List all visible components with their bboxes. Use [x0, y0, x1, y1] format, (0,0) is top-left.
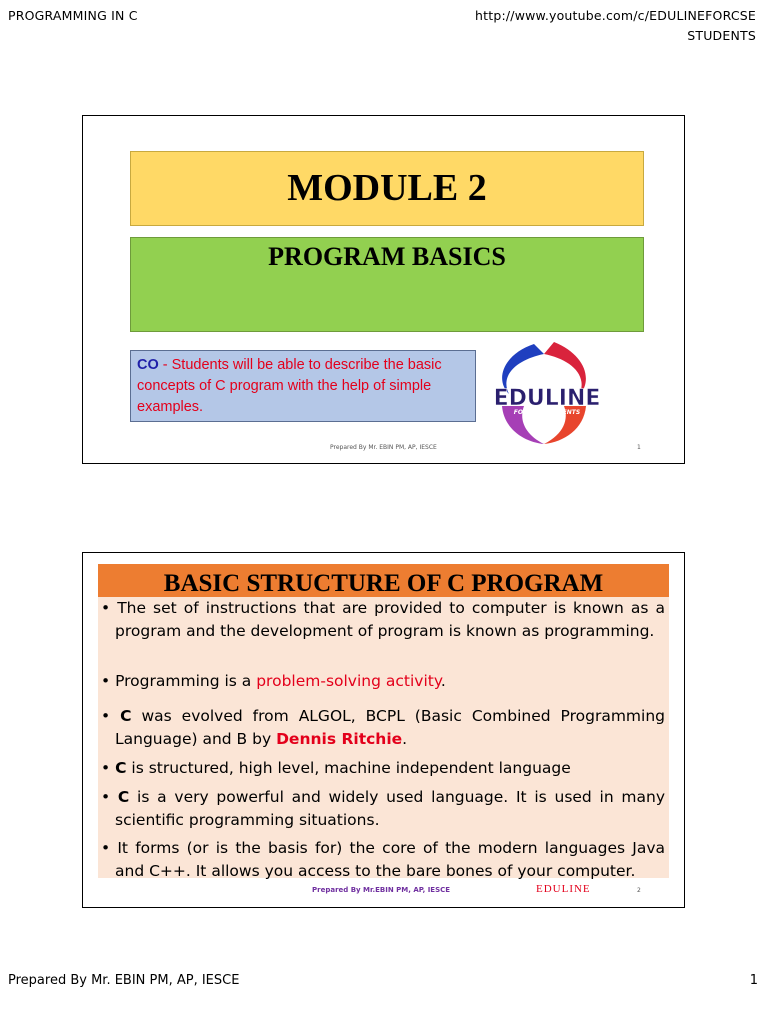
footer-credit: Prepared By Mr. EBIN PM, AP, IESCE	[8, 973, 240, 988]
bullet-6: • It forms (or is the basis for) the core of the modern languages Java and C++. It allows you access to the bare bones of your computer.	[101, 839, 665, 880]
program-basics-title: PROGRAM BASICS	[268, 242, 506, 271]
slide-2	[82, 552, 685, 908]
bullet-4: • C is structured, high level, machine independent language	[101, 759, 571, 777]
bullet-2-highlight: problem-solving activity	[256, 672, 441, 690]
bullet-5-text: is a very powerful and widely used language. It is used in many scientific programming situations.	[115, 788, 665, 829]
course-outcome-box	[130, 350, 476, 422]
slide1-page: 1	[637, 444, 641, 451]
logo-text: EDULINE	[493, 386, 601, 411]
slide2-title: BASIC STRUCTURE OF C PROGRAM	[98, 564, 669, 597]
slide1-credit: Prepared By Mr. EBIN PM, AP, IESCE	[330, 444, 437, 451]
bullet-1: • The set of instructions that are provided to computer is known as a program and the development of program is known as programming.	[101, 599, 665, 640]
slide2-credit: Prepared By Mr.EBIN PM, AP, IESCE	[312, 886, 451, 894]
slide2-body	[98, 597, 669, 878]
bullet-4-c: C	[115, 759, 127, 777]
logo-tagline: FOR CSE STUDENTS	[513, 409, 581, 416]
module-title-box	[130, 151, 644, 226]
page-number: 1	[749, 973, 758, 988]
bullet-2-text: Programming is a	[115, 672, 257, 690]
bullet-5-c: C	[117, 788, 130, 806]
bullet-4-text: is structured, high level, machine independent language	[126, 759, 571, 777]
header-url-line1[interactable]: http://www.youtube.com/c/EDULINEFORCSE	[475, 8, 756, 23]
bullet-2-end: .	[440, 672, 446, 690]
bullet-3-text: was evolved from ALGOL, BCPL (Basic Combined Programming Language) and B by	[115, 707, 665, 748]
bullet-2: • Programming is a problem-solving activity.	[101, 672, 446, 690]
slide-1	[82, 115, 685, 464]
bullet-1-text: The set of instructions that are provided to computer is known as a program and the development of program is known as programming.	[115, 599, 665, 640]
program-basics-box	[130, 237, 644, 332]
eduline-logo	[464, 334, 630, 450]
bullet-6-text: It forms (or is the basis for) the core of the modern languages Java and C++. It allows you access to the bare bones of your computer.	[115, 839, 665, 880]
slide2-page: 2	[637, 887, 641, 894]
module-title: MODULE 2	[287, 167, 487, 209]
header-title: PROGRAMMING IN C	[8, 8, 138, 23]
bullet-3-highlight: Dennis Ritchie	[276, 729, 403, 748]
co-label: CO	[137, 357, 159, 373]
slide2-watermark: EDULINE	[536, 883, 591, 895]
bullet-3: • C was evolved from ALGOL, BCPL (Basic Combined Programming Language) and B by Dennis Ritchie.	[101, 707, 665, 748]
bullet-3-end: .	[402, 729, 408, 748]
bullet-5: • C is a very powerful and widely used language. It is used in many scientific programming situations.	[101, 788, 665, 829]
header-url[interactable]	[475, 8, 756, 43]
co-text: - Students will be able to describe the basic concepts of C program with the help of simple examples.	[137, 357, 442, 415]
header-url-line2[interactable]: STUDENTS	[687, 28, 756, 43]
bullet-3-c: C	[120, 707, 132, 725]
